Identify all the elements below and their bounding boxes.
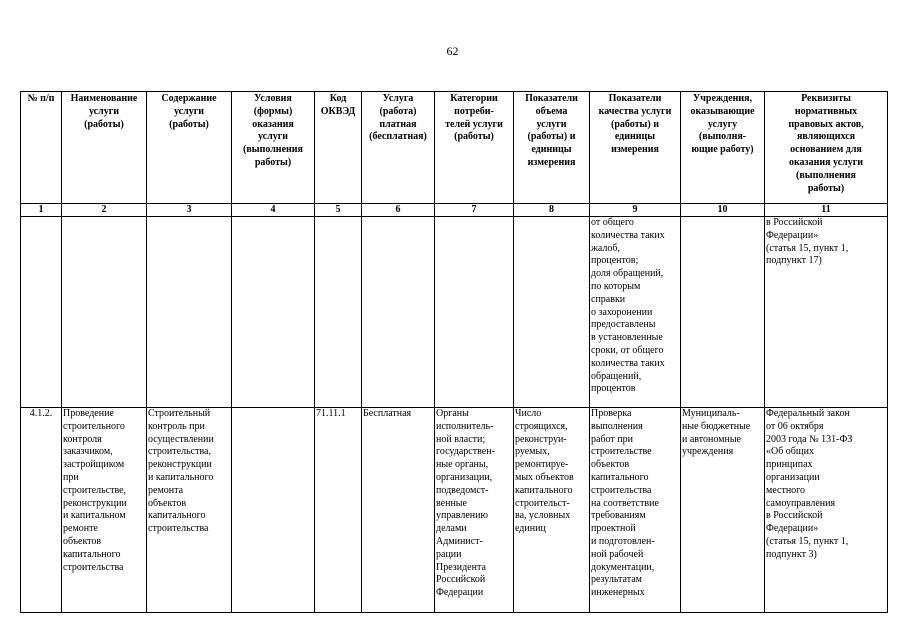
institutions-cell: Муниципаль- ные бюджетные и автономные учреждения [681,408,765,613]
paid-cell: Бесплатная [362,408,435,613]
col-header-consumers: Категории потреби- телей услуги (работы) [435,92,514,204]
service-content-cell: Строительный контроль при осуществлении строительства, реконструкции и капитального ремонта объектов капитального строительства [147,408,232,613]
table-cell [514,217,590,408]
header-row [21,92,888,204]
column-number: 2 [62,204,147,217]
column-number: 11 [765,204,888,217]
legal-acts-cell: Федеральный закон от 06 октября 2003 года № 131-ФЗ «Об общих принципах организации местного самоуправления в Российской Федерации» (статья 15, пункт 1, подпункт 3) [765,408,888,613]
conditions-cell [232,408,315,613]
column-number: 6 [362,204,435,217]
col-header-legal: Реквизиты нормативных правовых актов, являющихся основанием для оказания услуги (выполнения работы) [765,92,888,204]
table-row [21,408,888,613]
col-header-name: Наименование услуги (работы) [62,92,147,204]
col-header-volume: Показатели объема услуги (работы) и единицы измерения [514,92,590,204]
okved-cell: 71.11.1 [315,408,362,613]
column-number: 9 [590,204,681,217]
col-header-okved: Код ОКВЭД [315,92,362,204]
table-cell [147,217,232,408]
quality-indicators-cell: Проверка выполнения работ при строительстве объектов капитального строительства на соответствие требованиям проектной и подготовлен- ной рабочей документации, результатам инженерных [590,408,681,613]
table-cell [232,217,315,408]
col-header-content: Содержание услуги (работы) [147,92,232,204]
table-cell [362,217,435,408]
column-number: 1 [21,204,62,217]
services-table [20,91,888,613]
table-cell [62,217,147,408]
col-header-quality: Показатели качества услуги (работы) и единицы измерения [590,92,681,204]
consumers-cell: Органы исполнитель- ной власти; государствен- ные органы, организации, подведомст- венные управлению делами Админист- рации Президента Российской Федерации [435,408,514,613]
table-cell [315,217,362,408]
column-number: 10 [681,204,765,217]
volume-indicators-cell: Число строящихся, реконструи- руемых, ремонтируе- мых объектов капитального строительст- ва, условных единиц [514,408,590,613]
col-header-institutions: Учреждения, оказывающие услугу (выполня- ющие работу) [681,92,765,204]
table-cell [681,217,765,408]
legal-acts-cell: в Российской Федерации» (статья 15, пункт 1, подпункт 17) [765,217,888,408]
column-numbers-row [21,204,888,217]
quality-indicators-cell: от общего количества таких жалоб, процентов; доля обращений, по которым справки о захоронении предоставлены в установленные сроки, от общего количества таких обращений, процентов [590,217,681,408]
column-number: 7 [435,204,514,217]
col-header-conditions: Условия (формы) оказания услуги (выполнения работы) [232,92,315,204]
col-header-paid: Услуга (работа) платная (бесплатная) [362,92,435,204]
service-name-cell: Проведение строительного контроля заказчиком, застройщиком при строительстве, реконструкции и капитальном ремонте объектов капитального строительства [62,408,147,613]
continuation-row [21,217,888,408]
table-cell [435,217,514,408]
column-number: 5 [315,204,362,217]
column-number: 8 [514,204,590,217]
row-number-cell: 4.1.2. [21,408,62,613]
column-number: 3 [147,204,232,217]
col-header-number: № п/п [21,92,62,204]
page-number: 62 [446,44,459,58]
column-number: 4 [232,204,315,217]
table-cell [21,217,62,408]
